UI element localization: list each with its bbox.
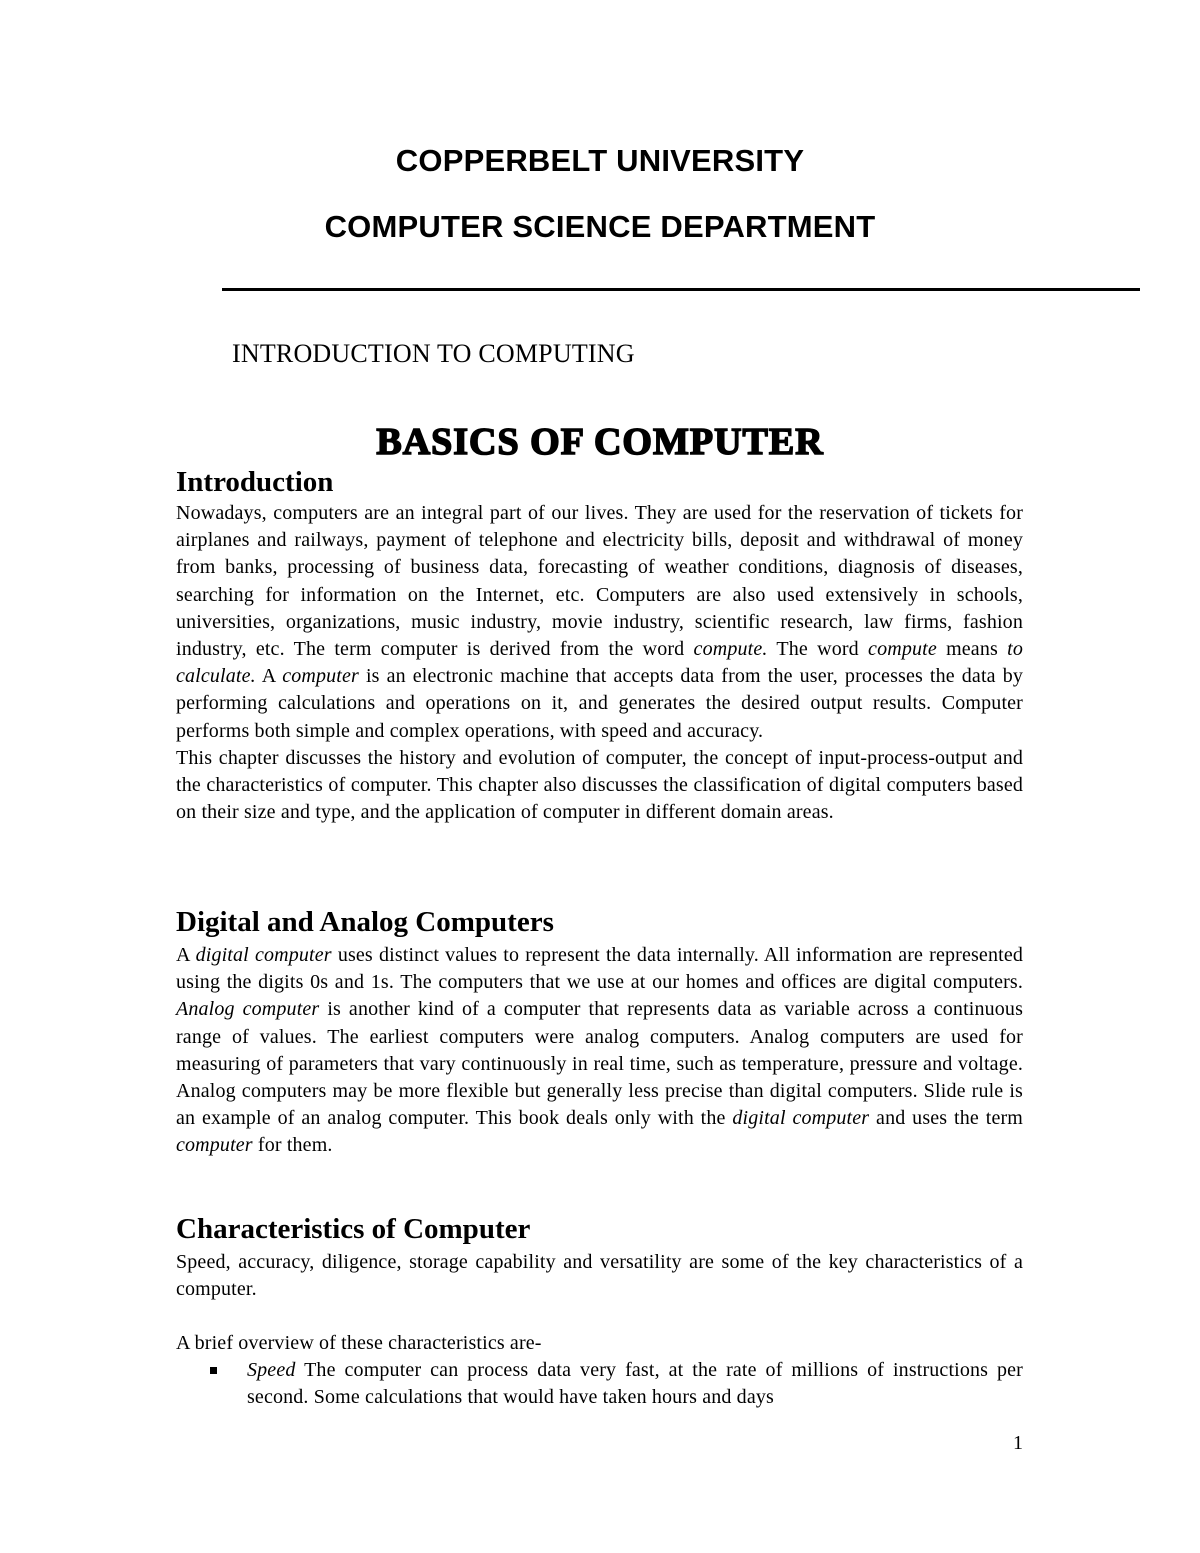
digital-analog-body [176,942,1023,1160]
characteristics-intro: Speed, accuracy, diligence, storage capability and versatility are some of the key characteristics of a computer. [176,1251,1023,1301]
introduction-body [176,500,1023,826]
heading-introduction: Introduction [176,466,334,498]
heading-characteristics: Characteristics of Computer [176,1213,531,1245]
page-number: 1 [1013,1432,1023,1454]
course-title: INTRODUCTION TO COMPUTING [232,339,635,368]
introduction-paragraph-1: Nowadays, computers are an integral part of our lives. They are used for the reservation of tickets for airplanes and railways, payment of telephone and electricity bills, deposit and withdrawal of money from banks, processing of business data, forecasting of weather conditions, diagnosis of diseases, searching for information on the Internet, etc. Computers are also used extensively in schools, universities, organizations, music industry, movie industry, scientific research, law firms, fashion industry, etc. The term computer is derived from the word compute. The word compute means to calculate. A computer is an electronic machine that accepts data from the user, processes the data by performing calculations and operations on it, and generates the desired output results. Computer performs both simple and complex operations, with speed and accuracy. [176,502,1023,742]
bullet-text: Speed The computer can process data very fast, at the rate of millions of instructions per second. Some calculations that would have taken hours and days [247,1359,1023,1409]
heading-digital-analog: Digital and Analog Computers [176,906,554,938]
university-name: COPPERBELT UNIVERSITY [395,143,805,178]
document-title: BASICS OF COMPUTER [376,421,824,463]
digital-analog-paragraph: A digital computer uses distinct values to represent the data internally. All information are represented using the digits 0s and 1s. The computers that we use at our homes and offices are digital computers. Analog computer is another kind of a computer that represents data as variable across a continuous range of values. The earliest computers were analog computers. Analog computers are used for measuring of parameters that vary continuously in real time, such as temperature, pressure and voltage. Analog computers may be more flexible but generally less precise than digital computers. Slide rule is an example of an analog computer. This book deals only with the digital computer and uses the term computer for them. [176,944,1024,1157]
bullet-square-icon [210,1367,217,1374]
introduction-paragraph-2: This chapter discusses the history and evolution of computer, the concept of input-process-output and the characteristics of computer. This chapter also discusses the classification of digital computers based on their size and type, and the application of computer in different domain areas. [176,746,1023,824]
characteristics-overview: A brief overview of these characteristics are- [176,1332,542,1354]
header-divider [222,288,1140,291]
department-name: COMPUTER SCIENCE DEPARTMENT [324,209,876,244]
